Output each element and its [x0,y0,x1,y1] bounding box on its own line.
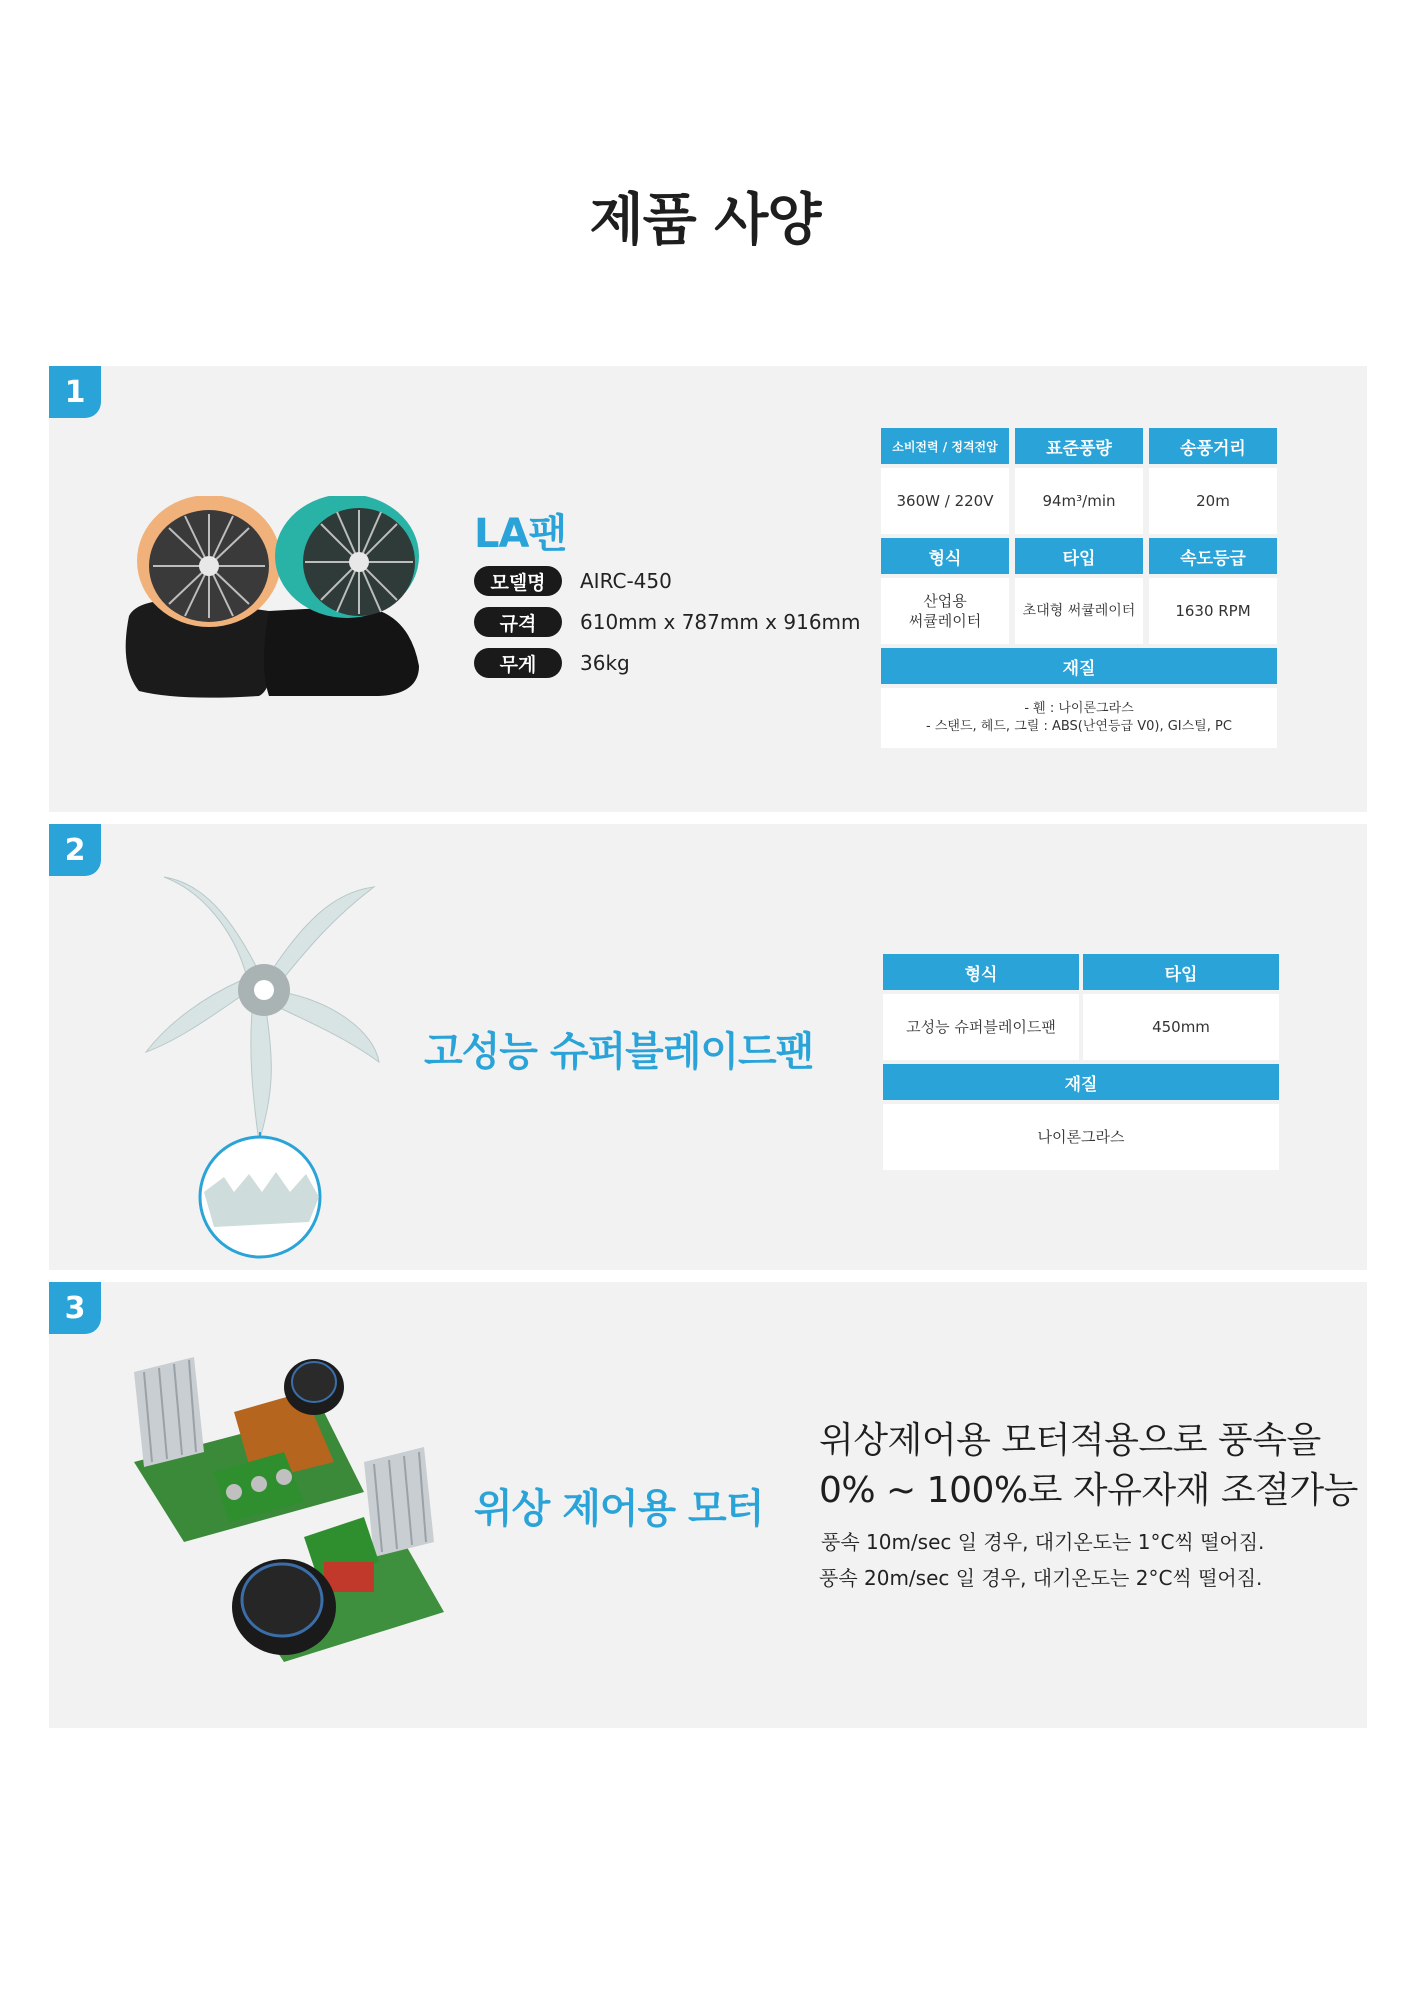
spec-value: 36kg [580,651,630,675]
detail-line: 풍속 20m/sec 일 경우, 대기온도는 2°C씩 떨어짐. [819,1566,1263,1590]
spec-label: 무게 [474,648,562,678]
table-header-material: 재질 [883,1064,1279,1100]
spec-value: 610mm x 787mm x 916mm [580,610,861,634]
spec-row-weight [474,648,630,678]
spec-table [883,954,1279,1172]
table-cell: 20m [1149,468,1277,534]
table-header: 형식 [881,538,1009,574]
page-title: 제품 사양 [589,188,821,253]
section-number-badge: 2 [49,824,101,876]
la-fan-image [119,496,439,701]
headline-line: 0% ~ 100%로 자유자재 조절가능 [819,1470,1358,1511]
table-cell-material: 나이론그라스 [883,1104,1279,1170]
table-cell: 고성능 슈퍼블레이드팬 [883,994,1079,1060]
table-header: 소비전력 / 정격전압 [881,428,1009,464]
section-super-blade-fan [49,824,1367,1270]
section-phase-control-motor [49,1282,1367,1728]
spec-label: 규격 [474,607,562,637]
table-header: 타입 [1083,954,1279,990]
table-cell: 450mm [1083,994,1279,1060]
table-cell: 94m³/min [1015,468,1143,534]
headline-line: 위상제어용 모터적용으로 풍속을 [819,1420,1321,1461]
spec-label: 모델명 [474,566,562,596]
material-line: - 스탠드, 헤드, 그릴 : ABS(난연등급 V0), GI스틸, PC [926,719,1232,734]
table-header: 속도등급 [1149,538,1277,574]
table-header: 형식 [883,954,1079,990]
section-number-badge: 1 [49,366,101,418]
spec-value: AIRC-450 [580,569,672,593]
detail-line: 풍속 10m/sec 일 경우, 대기온도는 1°C씩 떨어짐. [821,1530,1265,1554]
product-name: 위상 제어용 모터 [474,1486,764,1532]
blade-fan-image [134,862,394,1262]
spec-table [881,428,1277,748]
table-cell: 1630 RPM [1149,578,1277,644]
table-header: 표준풍량 [1015,428,1143,464]
table-cell: 산업용 써큘레이터 [881,578,1009,644]
table-header: 송풍거리 [1149,428,1277,464]
table-header: 타입 [1015,538,1143,574]
product-name: 고성능 슈퍼블레이드팬 [424,1029,814,1075]
section-number-badge: 3 [49,1282,101,1334]
table-cell: 360W / 220V [881,468,1009,534]
product-name: LA팬 [474,511,567,557]
spec-row-size [474,607,861,637]
table-header-material: 재질 [881,648,1277,684]
table-cell: 초대형 써큘레이터 [1015,578,1143,644]
table-cell-material [881,688,1277,748]
material-line: - 휀 : 나이론그라스 [1024,701,1134,717]
spec-row-model [474,566,672,596]
section-la-fan [49,366,1367,812]
motor-controller-image [124,1332,454,1662]
